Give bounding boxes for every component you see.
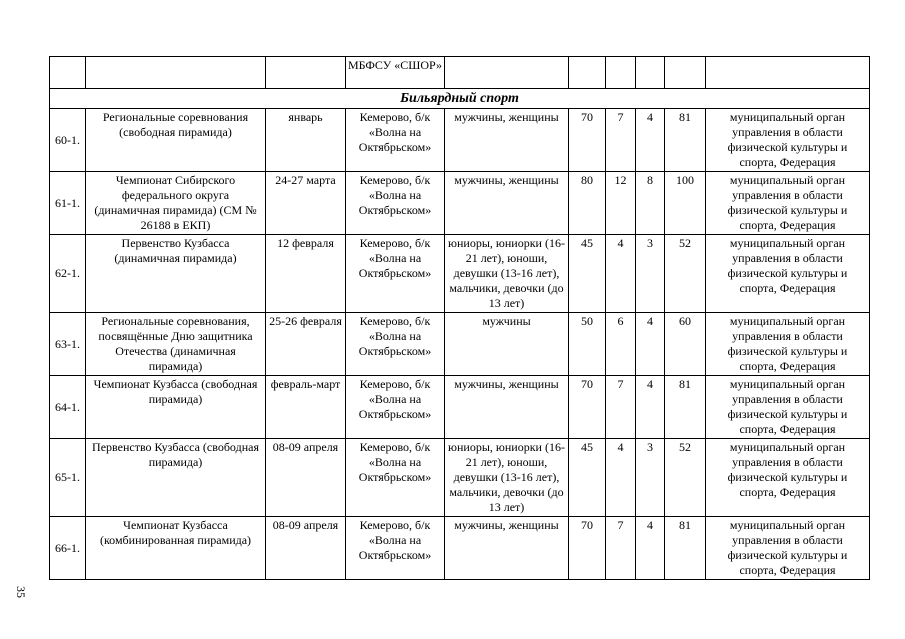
header-row — [50, 57, 870, 89]
event-name: Чемпионат Кузбасса (свободная пирамида) — [86, 376, 266, 439]
organizer: муниципальный орган управления в области физической культуры и спорта, Федерация — [706, 109, 870, 172]
count-1: 70 — [569, 376, 606, 439]
count-total: 81 — [665, 109, 706, 172]
section-title: Бильярдный спорт — [50, 89, 870, 109]
table-row — [50, 517, 870, 580]
event-venue: Кемерово, б/к «Волна на Октябрьском» — [346, 235, 445, 313]
event-venue: Кемерово, б/к «Волна на Октябрьском» — [346, 313, 445, 376]
header-venue-cell: МБФСУ «СШОР» — [346, 57, 445, 89]
event-venue: Кемерово, б/к «Волна на Октябрьском» — [346, 172, 445, 235]
count-1: 45 — [569, 439, 606, 517]
row-number: 60-1. — [50, 109, 86, 172]
event-participants: мужчины, женщины — [445, 376, 569, 439]
count-2: 6 — [606, 313, 636, 376]
row-number: 64-1. — [50, 376, 86, 439]
event-venue: Кемерово, б/к «Волна на Октябрьском» — [346, 517, 445, 580]
table-row — [50, 439, 870, 517]
event-participants: мужчины, женщины — [445, 517, 569, 580]
count-3: 4 — [636, 517, 665, 580]
count-total: 81 — [665, 376, 706, 439]
organizer: муниципальный орган управления в области физической культуры и спорта, Федерация — [706, 439, 870, 517]
events-table — [49, 56, 870, 580]
event-participants: мужчины, женщины — [445, 172, 569, 235]
count-total: 60 — [665, 313, 706, 376]
event-date: январь — [266, 109, 346, 172]
section-row — [50, 89, 870, 109]
count-total: 52 — [665, 235, 706, 313]
count-3: 3 — [636, 439, 665, 517]
event-date: февраль-март — [266, 376, 346, 439]
table-row — [50, 172, 870, 235]
count-2: 7 — [606, 517, 636, 580]
count-1: 70 — [569, 517, 606, 580]
organizer: муниципальный орган управления в области физической культуры и спорта, Федерация — [706, 235, 870, 313]
table-row — [50, 376, 870, 439]
row-number: 62-1. — [50, 235, 86, 313]
count-total: 52 — [665, 439, 706, 517]
organizer: муниципальный орган управления в области физической культуры и спорта, Федерация — [706, 517, 870, 580]
count-3: 4 — [636, 376, 665, 439]
event-participants: мужчины — [445, 313, 569, 376]
table-row — [50, 235, 870, 313]
event-date: 24-27 марта — [266, 172, 346, 235]
event-date: 12 февраля — [266, 235, 346, 313]
organizer: муниципальный орган управления в области физической культуры и спорта, Федерация — [706, 172, 870, 235]
row-number: 61-1. — [50, 172, 86, 235]
organizer: муниципальный орган управления в области физической культуры и спорта, Федерация — [706, 376, 870, 439]
event-participants: юниоры, юниорки (16-21 лет), юноши, девушки (13-16 лет), мальчики, девочки (до 13 лет) — [445, 439, 569, 517]
event-name: Региональные соревнования, посвящённые Дню защитника Отечества (динамичная пирамида) — [86, 313, 266, 376]
count-3: 4 — [636, 313, 665, 376]
count-2: 7 — [606, 376, 636, 439]
table-row — [50, 313, 870, 376]
event-participants: юниоры, юниорки (16-21 лет), юноши, девушки (13-16 лет), мальчики, девочки (до 13 лет) — [445, 235, 569, 313]
row-number: 65-1. — [50, 439, 86, 517]
event-venue: Кемерово, б/к «Волна на Октябрьском» — [346, 376, 445, 439]
count-2: 4 — [606, 235, 636, 313]
count-3: 8 — [636, 172, 665, 235]
count-2: 12 — [606, 172, 636, 235]
count-2: 7 — [606, 109, 636, 172]
event-name: Первенство Кузбасса (динамичная пирамида) — [86, 235, 266, 313]
count-total: 100 — [665, 172, 706, 235]
event-venue: Кемерово, б/к «Волна на Октябрьском» — [346, 109, 445, 172]
count-2: 4 — [606, 439, 636, 517]
count-1: 70 — [569, 109, 606, 172]
page-number: 35 — [14, 586, 28, 598]
table-row — [50, 109, 870, 172]
row-number: 63-1. — [50, 313, 86, 376]
count-1: 50 — [569, 313, 606, 376]
event-name: Чемпионат Сибирского федерального округа (динамичная пирамида) (СМ № 26188 в ЕКП) — [86, 172, 266, 235]
event-date: 25-26 февраля — [266, 313, 346, 376]
count-1: 80 — [569, 172, 606, 235]
row-number: 66-1. — [50, 517, 86, 580]
count-3: 3 — [636, 235, 665, 313]
event-participants: мужчины, женщины — [445, 109, 569, 172]
event-name: Региональные соревнования (свободная пирамида) — [86, 109, 266, 172]
count-1: 45 — [569, 235, 606, 313]
event-name: Первенство Кузбасса (свободная пирамида) — [86, 439, 266, 517]
organizer: муниципальный орган управления в области физической культуры и спорта, Федерация — [706, 313, 870, 376]
event-date: 08-09 апреля — [266, 439, 346, 517]
event-name: Чемпионат Кузбасса (комбинированная пирамида) — [86, 517, 266, 580]
event-venue: Кемерово, б/к «Волна на Октябрьском» — [346, 439, 445, 517]
count-3: 4 — [636, 109, 665, 172]
count-total: 81 — [665, 517, 706, 580]
event-date: 08-09 апреля — [266, 517, 346, 580]
